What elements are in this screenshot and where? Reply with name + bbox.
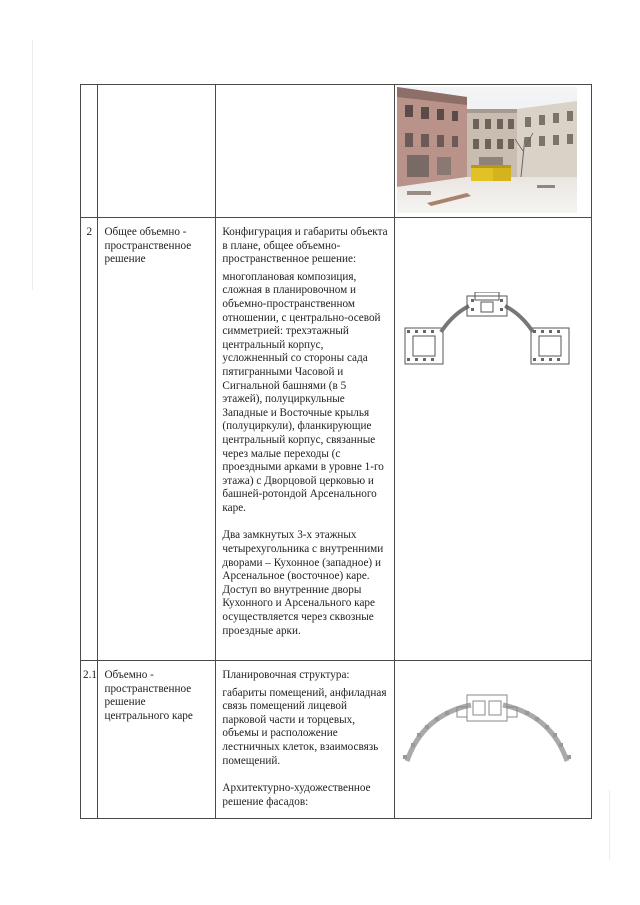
description-paragraph: Два замкнутых 3-х этажных четырехугольника с внутренними дворами – Кухонное (западное) и Арсенальное (восточное) каре. Доступ во внутренние дворы Кухонного и Арсенального каре осуществляется через сквозные проездные арки. — [222, 529, 384, 637]
description-paragraph: Конфигурация и габариты объекта в плане, общее объемно-пространственное решение: — [222, 226, 388, 266]
description-paragraph: многоплановая композиция, сложная в планировочном и объемно-пространственном отношении, с центрально-осевой симметрией: трехэтажный центральный корпус, усложненный со стороны сада пятигранными Часовой и Сигнальной башнями (в 5 этажей), полуциркульные Западные и Восточные крылья (полуциркули), фланкирующие центральный корпус, связанные через малые переходы (с проездными арками в уровне 1-го этажа) с Дворцовой церковью и башней-ротондой Арсенального каре. — [222, 270, 384, 514]
description-paragraph: Планировочная структура: — [222, 669, 350, 681]
row-number — [81, 85, 98, 218]
scan-margin-line-right — [609, 790, 610, 860]
row-description — [216, 85, 395, 218]
table-row — [81, 85, 592, 218]
table-row — [81, 218, 592, 661]
document-table — [80, 84, 592, 819]
row-image-cell — [395, 85, 592, 218]
courtyard-photo — [397, 87, 577, 213]
row-number: 2 — [81, 218, 98, 661]
row-image-cell — [395, 218, 592, 661]
row-name: Объемно - пространственное решение центрального каре — [98, 661, 216, 819]
floor-plan-central — [401, 693, 573, 765]
row-description — [216, 218, 395, 661]
row-number: 2.1 — [81, 661, 98, 819]
row-image-cell — [395, 661, 592, 819]
scan-margin-line — [32, 40, 33, 290]
description-paragraph: габариты помещений, анфиладная связь помещений лицевой парковой части и торцевых, объемы и расположение лестничных клеток, взаимосвязь помещений. — [222, 686, 387, 767]
row-name — [98, 85, 216, 218]
row-name: Общее объемно - пространственное решение — [98, 218, 216, 661]
description-paragraph: Архитектурно-художественное решение фасадов: — [222, 782, 371, 808]
table-row — [81, 661, 592, 819]
row-description — [216, 661, 395, 819]
floor-plan-whole — [401, 292, 573, 376]
